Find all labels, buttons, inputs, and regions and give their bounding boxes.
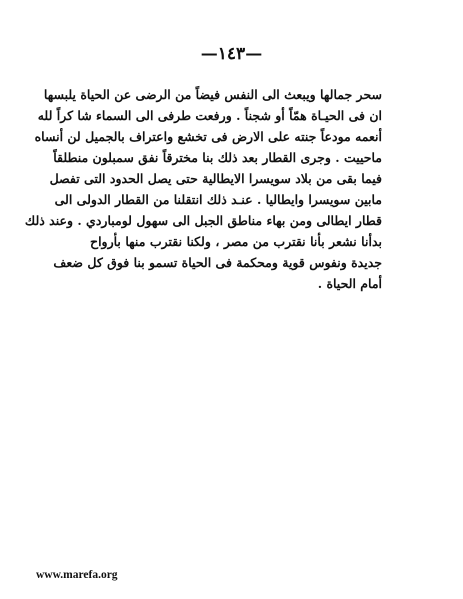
body-text [24,84,382,294]
text-line: سحر جمالها ويبعث الى النفس فيضاً من الرضى عن الحياة يلبسها [43,87,382,102]
text-line: بدأنا نشعر بأنا نقترب من مصر ، ولكنا نقترب منها بأرواح [90,234,382,249]
text-line: مابين سويسرا وايطاليا . عنـد ذلك انتقلنا من القطار الدولى الى [54,192,382,207]
text-line: فيما بقى من بلاد سويسرا الايطالية حتى يصل الحدود التى تفصل [49,171,382,186]
text-line: أنعمه مودعاً جنته على الارض فى تخشع واعتراف بالجميل لن أنساه [34,129,382,144]
page-number: —١٤٣— [200,44,263,64]
text-line: ماحييت . وجرى القطار بعد ذلك بنا مخترقاً نفق سمبلون منطلقاً [53,150,382,165]
text-line: جديدة ونفوس قوية ومحكمة فى الحياة تسمو بنا فوق كل ضعف [53,255,382,270]
text-line: قطار ايطالى ومن بهاء مناطق الجبل الى سهول لومباردي . وعند ذلك [24,213,382,228]
text-line: ان فى الحيـاة همّاً أو شجناً . ورفعت طرفى الى السماء شا كراً لله [37,108,382,123]
text-line: أمام الحياة . [317,276,382,291]
footer-url: www.marefa.org [36,569,118,581]
